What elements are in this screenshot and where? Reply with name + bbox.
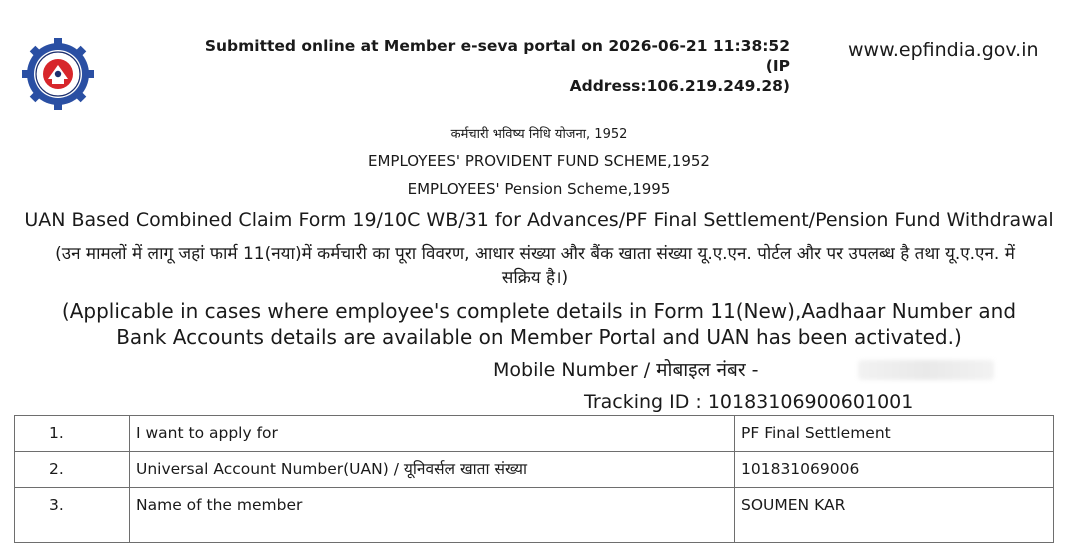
row-value: 101831069006 bbox=[735, 452, 1054, 488]
row-value: PF Final Settlement bbox=[735, 416, 1054, 452]
mobile-number-label: Mobile Number / मोबाइल नंबर - bbox=[493, 359, 759, 381]
pension-scheme-title: EMPLOYEES' Pension Scheme,1995 bbox=[407, 180, 671, 198]
submission-info bbox=[200, 36, 790, 96]
row-label: Universal Account Number(UAN) / यूनिवर्सल खाता संख्या bbox=[130, 452, 735, 488]
tracking-id-value: 10183106900601001 bbox=[707, 391, 914, 413]
row-label: I want to apply for bbox=[130, 416, 735, 452]
mobile-number-redacted bbox=[858, 360, 994, 380]
epfo-emblem-icon bbox=[21, 37, 95, 111]
table-row bbox=[15, 416, 1054, 452]
pf-scheme-title: EMPLOYEES' PROVIDENT FUND SCHEME,1952 bbox=[368, 152, 710, 170]
table-row bbox=[15, 452, 1054, 488]
hindi-applicability-note: (उन मामलों में लागू जहां फार्म 11(नया)में कर्मचारी का पूरा विवरण, आधार संख्या और बैंक खाता संख्या यू.ए.एन. पोर्टल और पर उपलब्ध है तथा यू.ए.एन. में सक्रिय है।) bbox=[55, 244, 1015, 288]
english-applicability-note: (Applicable in cases where employee's complete details in Form 11(New),Aadhaar Number and Bank Accounts details are available on Member Portal and UAN has been activated.) bbox=[61, 299, 1017, 349]
hindi-scheme-title: कर्मचारी भविष्य निधि योजना, 1952 bbox=[450, 127, 628, 142]
row-label: Name of the member bbox=[130, 488, 735, 543]
row-value: SOUMEN KAR bbox=[735, 488, 1054, 543]
table-row bbox=[15, 488, 1054, 543]
submission-line-1: Submitted online at Member e-seva portal on 2026-06-21 11:38:52 (IP bbox=[204, 37, 790, 75]
website-link[interactable]: www.epfindia.gov.in bbox=[848, 39, 1039, 61]
row-number: 2. bbox=[15, 452, 130, 488]
tracking-id-label: Tracking ID : bbox=[584, 391, 702, 413]
row-number: 3. bbox=[15, 488, 130, 543]
claim-details-table bbox=[14, 415, 1054, 543]
submission-line-2: Address:106.219.249.28) bbox=[569, 77, 790, 95]
form-title: UAN Based Combined Claim Form 19/10C WB/31 for Advances/PF Final Settlement/Pension Fund Withdrawal bbox=[24, 209, 1054, 231]
row-number: 1. bbox=[15, 416, 130, 452]
tracking-id bbox=[584, 391, 913, 413]
